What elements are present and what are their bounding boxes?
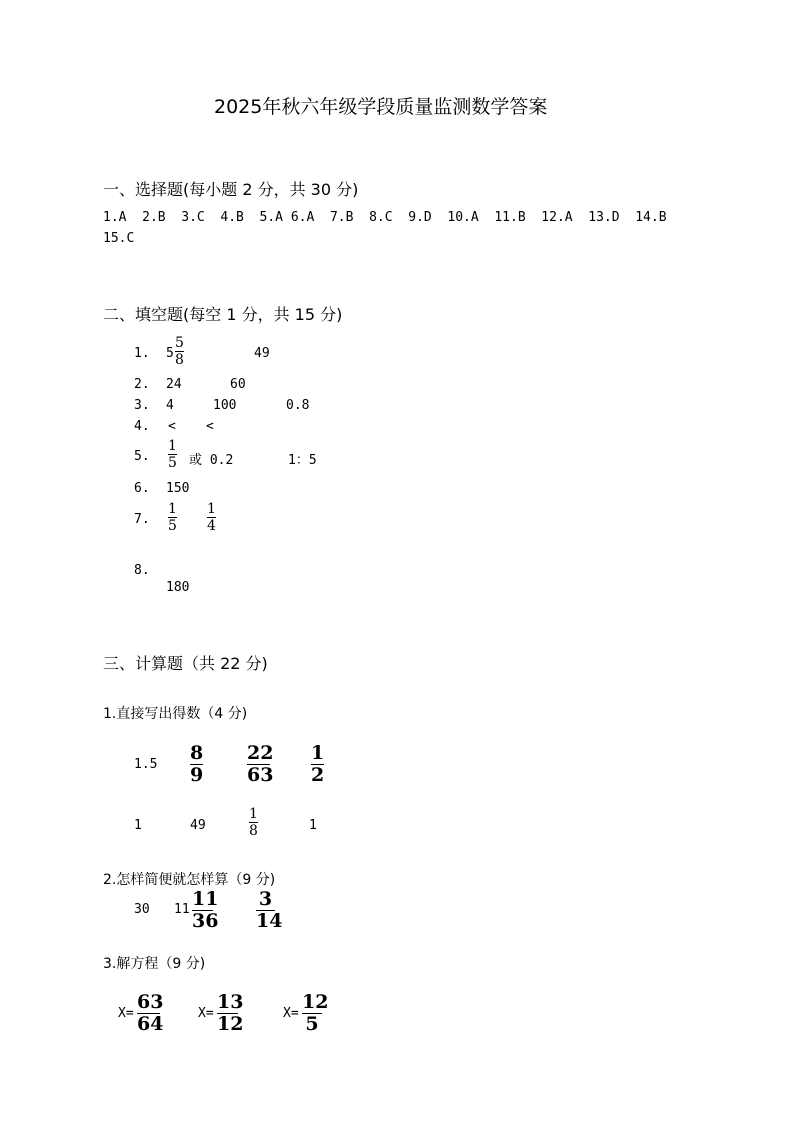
- denominator: 12: [217, 1013, 244, 1035]
- equation-3-prefix: X=: [283, 1006, 299, 1021]
- numerator: 11: [192, 888, 219, 910]
- fill-item-4-answer2: <: [206, 419, 214, 434]
- fill-item-3-number: 3.: [134, 398, 150, 413]
- equation-1-answer-fraction: [137, 991, 164, 1035]
- numerator: 12: [302, 991, 329, 1013]
- numerator: 5: [175, 335, 184, 351]
- numerator: 1: [168, 501, 177, 517]
- sub2-answer-b-whole: 11: [174, 902, 190, 917]
- equation-2-prefix: X=: [198, 1006, 214, 1021]
- section1-heading: 一、选择题(每小题 2 分，共 30 分): [103, 180, 359, 199]
- denominator: 36: [192, 910, 219, 932]
- denominator: 4: [207, 518, 216, 534]
- denominator: 5: [305, 1013, 319, 1035]
- fill-item-5-or-text: 或 0.2: [189, 453, 234, 468]
- sub1-heading: 1.直接写出得数（4 分): [103, 706, 248, 722]
- fill-item-1-fraction: [175, 336, 184, 367]
- sub1-row2-fraction: [249, 807, 258, 838]
- equation-3-answer-fraction: [302, 991, 329, 1035]
- sub1-row1-fraction-2: [247, 742, 274, 786]
- denominator: 5: [168, 518, 177, 534]
- denominator: 8: [249, 823, 258, 839]
- fill-item-5-answer3: 1：5: [288, 453, 317, 468]
- numerator: 1: [311, 742, 325, 764]
- denominator: 9: [190, 764, 204, 786]
- sub2-answer-a: 30: [134, 902, 150, 917]
- fill-item-2-answer1: 24: [166, 377, 182, 392]
- fill-item-8-number: 8.: [134, 563, 150, 578]
- fill-item-6-number: 6.: [134, 481, 150, 496]
- fill-item-5-number: 5.: [134, 449, 150, 464]
- equation-1-prefix: X=: [118, 1006, 134, 1021]
- denominator: 14: [256, 910, 283, 932]
- sub1-row2-answer-a: 1: [134, 818, 142, 833]
- sub1-row2-answer-c: 1: [309, 818, 317, 833]
- denominator: 64: [137, 1013, 164, 1035]
- sub1-row1-answer-a: 1.5: [134, 757, 158, 772]
- page-title: 2025年秋六年级学段质量监测数学答案: [214, 96, 548, 118]
- sub1-row2-answer-b: 49: [190, 818, 206, 833]
- numerator: 3: [258, 888, 273, 910]
- fill-item-4-answer1: <: [168, 419, 176, 434]
- sub2-heading: 2.怎样简便就怎样算（9 分): [103, 872, 276, 888]
- fill-item-7-number: 7.: [134, 512, 150, 527]
- numerator: 1: [207, 501, 216, 517]
- sub2-answer-c-fraction: [256, 888, 283, 932]
- sub1-row1-fraction-1: [190, 744, 203, 785]
- sub1-row1-fraction-3: [311, 744, 324, 785]
- section2-heading: 二、填空题(每空 1 分，共 15 分): [103, 305, 343, 324]
- numerator: 63: [137, 991, 164, 1013]
- denominator: 2: [311, 764, 325, 786]
- fill-item-5-fraction: [168, 439, 177, 470]
- denominator: 8: [175, 352, 184, 368]
- numerator: 13: [217, 991, 244, 1013]
- numerator: 1: [249, 806, 258, 822]
- equation-2-answer-fraction: [217, 991, 244, 1035]
- fill-item-1-whole: 5: [166, 346, 174, 361]
- fill-item-1-answer2: 49: [254, 346, 270, 361]
- section1-answers-line1: 1.A 2.B 3.C 4.B 5.A 6.A 7.B 8.C 9.D 10.A 11.B 12.A 13.D 14.B: [103, 210, 667, 225]
- numerator: 22: [247, 742, 274, 764]
- fill-item-6-answer1: 150: [166, 481, 190, 496]
- sub3-heading: 3.解方程（9 分): [103, 956, 206, 972]
- sub2-answer-b-fraction: [192, 888, 219, 932]
- fill-item-1-number: 1.: [134, 346, 150, 361]
- section3-heading: 三、计算题（共 22 分): [103, 654, 268, 673]
- fill-item-3-answer2: 100: [213, 398, 237, 413]
- fill-item-3-answer3: 0.8: [286, 398, 310, 413]
- fill-item-4-number: 4.: [134, 419, 150, 434]
- denominator: 5: [168, 455, 177, 471]
- section1-answers-line2: 15.C: [103, 231, 135, 246]
- fill-item-8-answer1: 180: [166, 580, 190, 595]
- numerator: 8: [190, 742, 204, 764]
- fill-item-2-number: 2.: [134, 377, 150, 392]
- fill-item-7-fraction-1: [168, 502, 177, 533]
- fill-item-7-fraction-2: [207, 502, 216, 533]
- denominator: 63: [247, 764, 274, 786]
- numerator: 1: [168, 438, 177, 454]
- fill-item-3-answer1: 4: [166, 398, 174, 413]
- fill-item-2-answer2: 60: [230, 377, 246, 392]
